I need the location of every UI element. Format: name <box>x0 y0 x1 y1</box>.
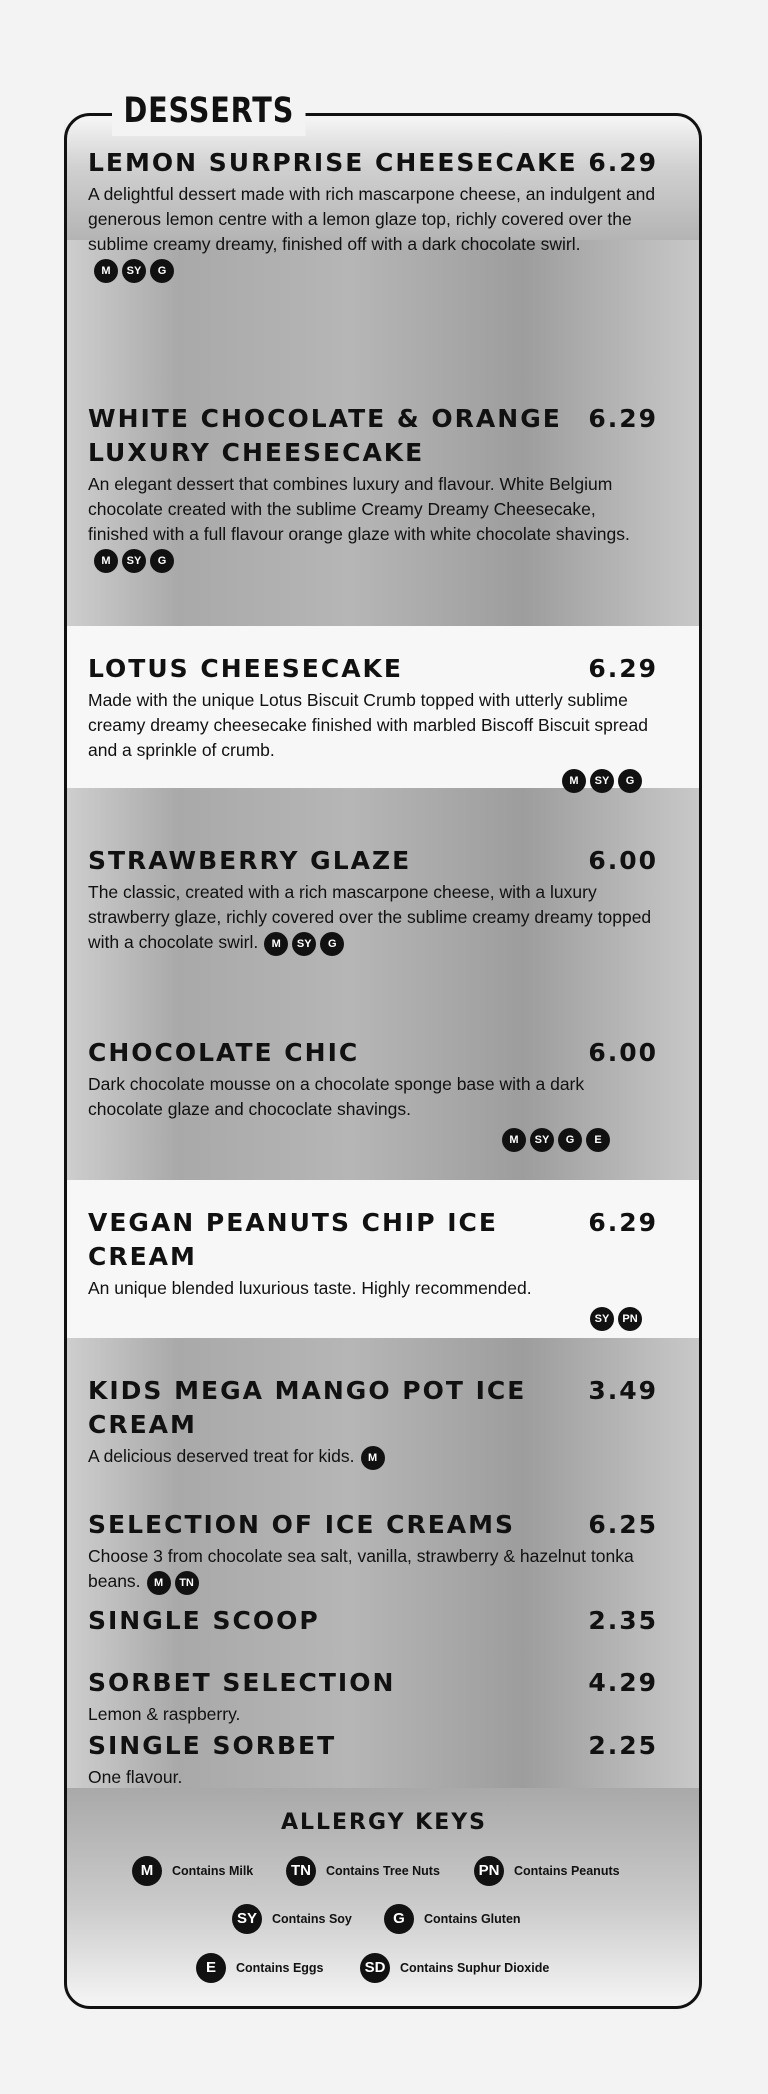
allergen-badge: SY <box>292 932 316 956</box>
allergen-badge: M <box>147 1571 171 1595</box>
allergy-key-label: Contains Tree Nuts <box>326 1864 440 1878</box>
item-price: 3.49 <box>588 1376 658 1405</box>
allergy-keys-title: ALLERGY KEYS <box>280 1810 488 1835</box>
allergen-badges <box>92 769 658 793</box>
item-description: Made with the unique Lotus Biscuit Crumb topped with utterly sublime creamy dreamy cheesecake finished with marbled Biscoff Biscuit spread and a sprinkle of crumb. <box>88 690 648 760</box>
allergen-badge: SD <box>360 1953 390 1983</box>
item-price: 6.29 <box>588 1208 658 1237</box>
allergen-badge: TN <box>175 1571 199 1595</box>
allergy-key <box>474 1856 620 1886</box>
allergen-badge: SY <box>590 1307 614 1331</box>
section-title: DESSERTS <box>112 86 306 136</box>
item-description: An elegant dessert that combines luxury and flavour. White Belgium chocolate created with the sublime Creamy Dreamy Cheesecake, finished with a full flavour orange glaze with white chocolate shavings.M SY G <box>88 472 658 573</box>
item-name: STRAWBERRY GLAZE <box>88 846 412 875</box>
item-price: 6.29 <box>588 654 658 683</box>
allergen-badges <box>92 1307 658 1331</box>
item-description: Dark chocolate mousse on a chocolate sponge base with a dark chocolate glaze and chococlate shavings. <box>88 1074 585 1119</box>
allergy-key <box>196 1953 324 1983</box>
item-name: VEGAN PEANUTS CHIP ICE CREAM <box>88 1208 498 1271</box>
allergen-badge: G <box>384 1904 414 1934</box>
menu-item <box>88 1666 658 1727</box>
allergen-badge: M <box>94 549 118 573</box>
item-description: The classic, created with a rich mascarpone cheese, with a luxury strawberry glaze, richly covered over the sublime creamy dreamy topped with a chocolate swirl. M SY G <box>88 880 658 956</box>
item-price: 6.29 <box>588 148 658 177</box>
menu-item <box>88 1508 658 1595</box>
allergen-badge: PN <box>618 1307 642 1331</box>
allergen-badge: G <box>150 549 174 573</box>
allergy-key-label: Contains Soy <box>272 1912 352 1926</box>
menu-item <box>88 652 658 793</box>
item-price: 6.00 <box>588 1038 658 1067</box>
item-name: SINGLE SCOOP <box>88 1606 320 1635</box>
item-description: Choose 3 from chocolate sea salt, vanilla, strawberry & hazelnut tonka beans. M TN <box>88 1544 658 1595</box>
item-description: A delicious deserved treat for kids. M <box>88 1444 658 1470</box>
item-price: 6.00 <box>588 846 658 875</box>
item-name: LOTUS CHEESECAKE <box>88 654 404 683</box>
allergen-badge: SY <box>122 259 146 283</box>
item-name: SELECTION OF ICE CREAMS <box>88 1510 516 1539</box>
allergy-key-label: Contains Suphur Dioxide <box>400 1961 550 1975</box>
allergy-key-label: Contains Milk <box>172 1864 254 1878</box>
item-description: A delightful dessert made with rich mascarpone cheese, an indulgent and generous lemon centre with a lemon glaze top, richly covered over the sublime creamy dreamy, finished off with a dark chocolate swirl.M SY G <box>88 182 658 283</box>
item-name: SORBET SELECTION <box>88 1668 396 1697</box>
allergy-key-label: Contains Peanuts <box>514 1864 620 1878</box>
allergen-badge: SY <box>530 1128 554 1152</box>
allergy-key <box>384 1904 521 1934</box>
allergy-key-label: Contains Eggs <box>236 1961 324 1975</box>
allergy-key <box>286 1856 440 1886</box>
item-description: An unique blended luxurious taste. Highly recommended. <box>88 1278 532 1298</box>
allergen-badge: M <box>132 1856 162 1886</box>
item-name: LEMON SURPRISE CHEESECAKE <box>88 148 578 177</box>
allergen-badge: G <box>558 1128 582 1152</box>
allergen-badge: E <box>196 1953 226 1983</box>
menu-item <box>88 1036 658 1152</box>
menu-item <box>88 844 658 956</box>
item-description: Lemon & raspberry. <box>88 1704 241 1724</box>
item-price: 6.25 <box>588 1510 658 1539</box>
allergen-badge: M <box>502 1128 526 1152</box>
allergen-badge: M <box>562 769 586 793</box>
allergen-badge: SY <box>232 1904 262 1934</box>
allergen-badge: G <box>320 932 344 956</box>
item-name: WHITE CHOCOLATE & ORANGE LUXURY CHEESECAKE <box>88 404 562 467</box>
item-price: 2.35 <box>588 1606 658 1635</box>
allergen-badge: M <box>94 259 118 283</box>
menu-item <box>88 1206 658 1331</box>
allergen-badge: G <box>618 769 642 793</box>
menu-item <box>88 1729 658 1790</box>
item-name: KIDS MEGA MANGO POT ICE CREAM <box>88 1376 527 1439</box>
allergy-key <box>232 1904 352 1934</box>
allergen-badge: M <box>264 932 288 956</box>
allergen-badges <box>92 1128 658 1152</box>
item-price: 4.29 <box>588 1668 658 1697</box>
allergen-badge: G <box>150 259 174 283</box>
menu-item <box>88 1374 658 1470</box>
item-price: 6.29 <box>588 404 658 433</box>
item-price: 2.25 <box>588 1731 658 1760</box>
item-description: One flavour. <box>88 1767 183 1787</box>
allergen-badge: E <box>586 1128 610 1152</box>
menu-item <box>88 402 658 573</box>
allergy-key <box>360 1953 549 1983</box>
allergen-badge: SY <box>122 549 146 573</box>
menu-item <box>88 146 658 283</box>
allergy-key-label: Contains Gluten <box>424 1912 521 1926</box>
allergen-badge: PN <box>474 1856 504 1886</box>
item-name: CHOCOLATE CHIC <box>88 1038 360 1067</box>
allergen-badge: M <box>361 1446 385 1470</box>
allergen-badge: TN <box>286 1856 316 1886</box>
menu-item <box>88 1604 658 1638</box>
item-name: SINGLE SORBET <box>88 1731 337 1760</box>
allergy-key <box>132 1856 253 1886</box>
allergen-badge: SY <box>590 769 614 793</box>
